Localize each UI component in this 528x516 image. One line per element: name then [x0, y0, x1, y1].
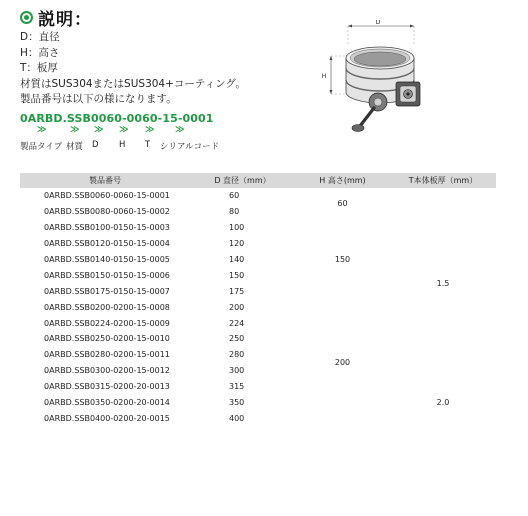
chevron-down-icon: ≫: [37, 125, 47, 135]
chevron-down-icon: ≫: [175, 125, 185, 135]
diameter-cell: 315: [229, 382, 245, 392]
part-number-cell: 0ARBD.SSB0224-0200-15-0009: [44, 318, 170, 328]
desc-line-material: 材質はSUS304またはSUS304+コーティング。: [20, 77, 246, 90]
segment-label-serial: シリアルコード: [160, 142, 220, 152]
height-group-cell: 60: [337, 199, 348, 209]
product-code-example: 0ARBD.SSB0060-0060-15-0001: [20, 112, 214, 125]
part-number-cell: 0ARBD.SSB0280-0200-15-0011: [44, 350, 170, 360]
col-header-diameter: D 直径（mm）: [190, 173, 295, 188]
chevron-down-icon: ≫: [145, 125, 155, 135]
part-number-cell: 0ARBD.SSB0400-0200-20-0015: [44, 413, 170, 423]
height-group-cell: 150: [334, 255, 351, 264]
diameter-cell: 60: [229, 191, 240, 201]
chevron-down-icon: ≫: [119, 125, 129, 135]
col-header-thickness: T本体板厚（mm）: [390, 173, 496, 188]
part-number-cell: 0ARBD.SSB0150-0150-15-0006: [44, 270, 170, 280]
chevron-down-icon: ≫: [94, 125, 104, 135]
section-title: 説明：: [38, 9, 92, 30]
col-header-height: H 高さ(mm): [295, 173, 390, 188]
height-group-cell: 200: [334, 358, 351, 368]
part-number-cell: 0ARBD.SSB0300-0200-15-0012: [44, 366, 170, 376]
part-number-cell: 0ARBD.SSB0175-0150-15-0007: [44, 286, 170, 296]
segment-label-d: D: [92, 140, 99, 150]
chevron-down-icon: ≫: [70, 125, 80, 135]
spec-table: [20, 173, 496, 426]
part-number-cell: 0ARBD.SSB0250-0200-15-0010: [44, 334, 170, 344]
bullet-circle-icon: [20, 11, 33, 24]
part-number-cell: 0ARBD.SSB0060-0060-15-0001: [44, 191, 170, 201]
diameter-cell: 120: [229, 239, 245, 249]
part-number-cell: 0ARBD.SSB0140-0150-15-0005: [44, 255, 170, 264]
desc-line-t: T：板厚: [20, 62, 58, 74]
diameter-cell: 300: [229, 366, 245, 376]
dimension-d-label: D: [375, 20, 381, 26]
desc-line-d: D：直径: [20, 31, 60, 43]
part-number-cell: 0ARBD.SSB0080-0060-15-0002: [44, 207, 170, 217]
part-number-cell: 0ARBD.SSB0100-0150-15-0003: [44, 223, 170, 233]
desc-line-numbering: 製品番号は以下の様になります。: [20, 93, 177, 105]
diameter-cell: 350: [229, 398, 245, 408]
description-block: [20, 30, 246, 108]
segment-label-t: T: [145, 140, 151, 150]
desc-line-h: H：高さ: [20, 46, 60, 59]
damper-illustration: [318, 20, 428, 136]
section-header: [20, 6, 92, 28]
col-header-part-number: 製品番号: [20, 173, 190, 188]
segment-label-material: 材質: [66, 142, 84, 152]
segment-label-type: 製品タイプ: [20, 142, 63, 152]
diameter-cell: 100: [229, 223, 245, 233]
diameter-cell: 280: [229, 350, 245, 360]
diameter-cell: 400: [229, 413, 245, 423]
diameter-cell: 150: [229, 270, 245, 280]
segment-label-h: H: [119, 140, 126, 150]
table-row: [20, 379, 496, 395]
part-number-cell: 0ARBD.SSB0315-0200-20-0013: [44, 382, 170, 392]
part-number-cell: 0ARBD.SSB0200-0200-15-0008: [44, 302, 170, 312]
diameter-cell: 80: [229, 207, 240, 217]
thickness-group-cell: 2.0: [436, 398, 450, 408]
dimension-h-label: H: [321, 73, 327, 80]
table-row: [20, 188, 496, 204]
thickness-group-cell: 1.5: [436, 278, 450, 288]
part-number-cell: 0ARBD.SSB0120-0150-15-0004: [44, 239, 170, 249]
diameter-cell: 224: [229, 318, 245, 328]
diameter-cell: 200: [229, 302, 245, 312]
diameter-cell: 140: [229, 255, 245, 264]
diameter-cell: 175: [229, 286, 245, 296]
part-number-cell: 0ARBD.SSB0350-0200-20-0014: [44, 398, 170, 408]
diameter-cell: 250: [229, 334, 245, 344]
